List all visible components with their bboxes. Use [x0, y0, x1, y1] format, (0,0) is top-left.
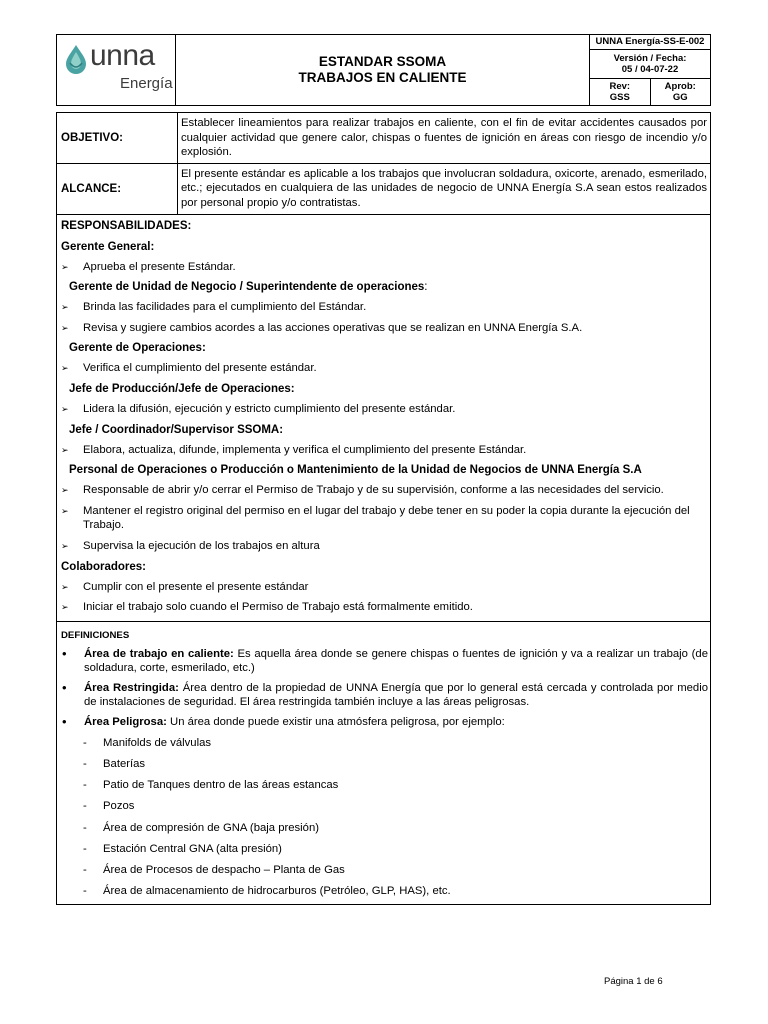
arrow-bullet-icon: ➢ [61, 322, 69, 333]
objective-row [56, 112, 711, 164]
list-item: ➢ Aprueba el presente Estándar. [61, 260, 236, 273]
role-heading: Gerente de Operaciones: [69, 342, 206, 355]
page-number: Página 1 de 6 [604, 976, 663, 987]
rev-value: GSS [609, 92, 630, 103]
arrow-bullet-icon: ➢ [61, 403, 69, 414]
bullet-icon: • [62, 679, 67, 695]
example-item: - Área de Procesos de despacho – Planta de Gas [83, 863, 345, 876]
bullet-icon: • [62, 714, 67, 730]
arrow-bullet-icon: ➢ [61, 602, 69, 613]
arrow-bullet-icon: ➢ [61, 540, 69, 551]
arrow-bullet-icon: ➢ [61, 444, 69, 455]
definition-term: Área de trabajo en caliente: [84, 647, 234, 660]
definition-text: Área dentro de la propiedad de UNNA Energía que por lo general está cercada y controlada por medio de instalaciones de seguridad. El área restringida también incluye a las áreas peligrosas. [84, 681, 708, 709]
arrow-bullet-icon: ➢ [61, 505, 69, 516]
scope-text: El presente estándar es aplicable a los trabajos que involucran soldadura, oxicorte, arenado, esmerilado, etc.; ejecutados en cualquiera de las unidades de negocio de UNNA Energía S.A sean estos realizados por personal propio y/o contratistas. [181, 167, 707, 209]
list-item: ➢ Brinda las facilidades para el cumplimiento del Estándar. [61, 301, 367, 314]
arrow-bullet-icon: ➢ [61, 363, 69, 374]
aprob-label: Aprob: [664, 81, 696, 92]
rev-cell [590, 79, 651, 105]
document-title [176, 35, 590, 105]
example-item: - Manifolds de válvulas [83, 737, 212, 750]
role-heading: Jefe de Producción/Jefe de Operaciones: [69, 382, 295, 395]
example-item: - Área de almacenamiento de hidrocarburos (Petróleo, GLP, HAS), etc. [83, 884, 451, 897]
role-heading: Gerente de Unidad de Negocio / Superintendente de operaciones: [69, 281, 428, 294]
arrow-bullet-icon: ➢ [61, 261, 69, 272]
logo-subtitle: Energía [120, 75, 173, 92]
company-logo [57, 35, 176, 105]
definitions-section [56, 622, 711, 906]
responsibilities-heading: RESPONSABILIDADES: [61, 219, 192, 232]
arrow-bullet-icon: ➢ [61, 485, 69, 496]
example-item: - Baterías [83, 758, 146, 771]
example-item: - Patio de Tanques dentro de las áreas estancas [83, 779, 339, 792]
logo-wordmark: unna [90, 39, 155, 72]
list-item: ➢ Cumplir con el presente el presente estándar [61, 580, 309, 593]
rev-label: Rev: [609, 81, 631, 92]
example-item: - Estación Central GNA (alta presión) [83, 842, 282, 855]
definitions-heading: DEFINICIONES [61, 629, 130, 641]
responsibilities-section [56, 215, 711, 622]
arrow-bullet-icon: ➢ [61, 302, 69, 313]
role-heading: Personal de Operaciones o Producción o Mantenimiento de la Unidad de Negocios de UNNA Energía S.A [69, 464, 642, 477]
definition-text: Es aquella área donde se genere chispas o fuentes de ignición y va a realizar un trabajo (de soldadura, corte, esmerilado, etc.) [84, 647, 708, 675]
aprob-value: GG [672, 92, 688, 103]
list-item: ➢ Revisa y sugiere cambios acordes a las acciones operativas que se realizan en UNNA Energía S.A. [61, 321, 583, 334]
objective-label: OBJETIVO: [57, 113, 178, 163]
definition-item [61, 715, 708, 730]
version-value: 05 / 04-07-22 [621, 64, 679, 75]
role-heading: Jefe / Coordinador/Supervisor SSOMA: [69, 423, 284, 436]
scope-row [56, 164, 711, 215]
document-meta [590, 35, 710, 105]
document-header [56, 34, 711, 106]
list-item: ➢ Mantener el registro original del permiso en el lugar del trabajo y debe tener en su poder la copia durante la ejecución del Trabajo. [61, 504, 690, 532]
definition-term: Área Restringida: [84, 681, 179, 694]
example-item: - Área de compresión de GNA (baja presión) [83, 821, 320, 834]
document-page [56, 34, 711, 905]
title-line-1: ESTANDAR SSOMA [318, 54, 447, 69]
definition-item [61, 681, 708, 710]
list-item: ➢ Responsable de abrir y/o cerrar el Permiso de Trabajo y de su supervisión, conforme a las necesidades del servicio. [61, 484, 664, 497]
version-label: Versión / Fecha: [613, 53, 687, 64]
list-item: ➢ Iniciar el trabajo solo cuando el Permiso de Trabajo está formalmente emitido. [61, 601, 473, 614]
example-item: - Pozos [83, 800, 135, 813]
scope-label: ALCANCE: [57, 164, 178, 214]
doc-code: UNNA Energía-SS-E-002 [590, 35, 710, 50]
approval-row [590, 79, 710, 105]
title-line-2: TRABAJOS EN CALIENTE [298, 70, 467, 85]
list-item: ➢ Elabora, actualiza, difunde, implementa y verifica el cumplimiento del presente Estándar. [61, 443, 527, 456]
drop-logo-icon [65, 44, 87, 74]
definition-text: Un área donde puede existir una atmósfera peligrosa, por ejemplo: [166, 716, 505, 729]
bullet-icon: • [62, 645, 67, 661]
list-item: ➢ Verifica el cumplimiento del presente estándar. [61, 362, 317, 375]
definition-item [61, 647, 708, 676]
aprob-cell [651, 79, 711, 105]
role-heading: Gerente General: [61, 240, 155, 253]
list-item: ➢ Lidera la difusión, ejecución y estricto cumplimiento del presente estándar. [61, 402, 456, 415]
objective-text: Establecer lineamientos para realizar trabajos en caliente, con el fin de evitar accidentes causados por cualquier actividad que genere calor, chispas o fuentes de ignición en áreas con riesgo de incendio y/o explosión. [181, 117, 707, 159]
arrow-bullet-icon: ➢ [61, 581, 69, 592]
version-cell [590, 50, 710, 79]
role-heading: Colaboradores: [61, 560, 146, 573]
definition-term: Área Peligrosa: [84, 716, 167, 729]
list-item: ➢ Supervisa la ejecución de los trabajos en altura [61, 539, 320, 552]
